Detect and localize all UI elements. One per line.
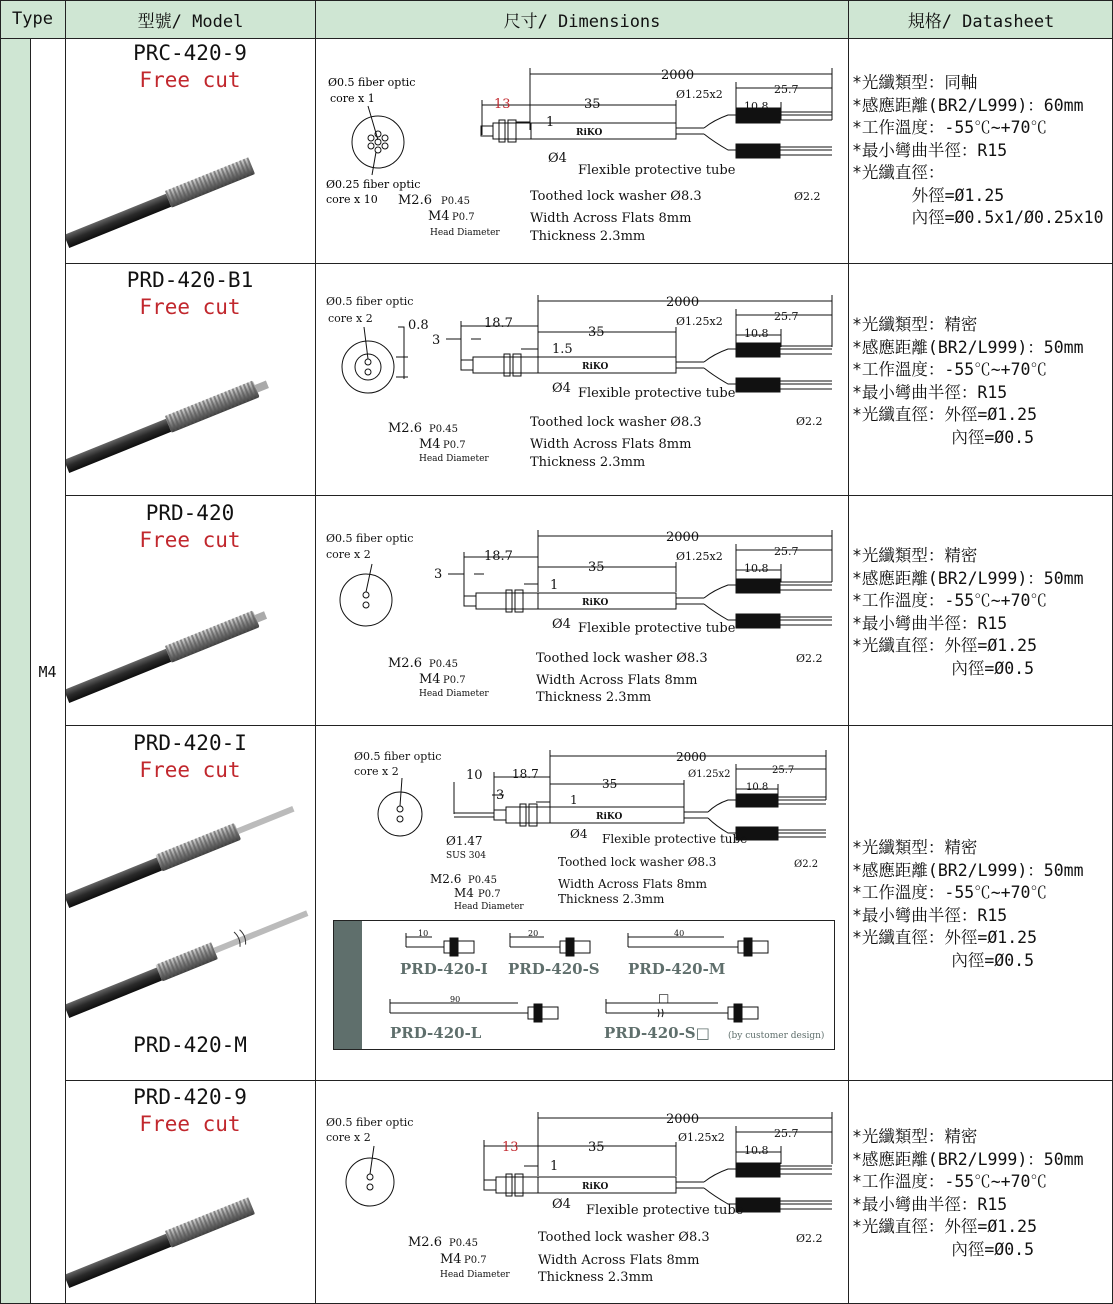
dim-label: Ø1.47 [446,834,483,848]
dim-label: Ø4 [552,1197,571,1212]
dim-label: M2.6 [398,193,432,208]
dim-label: core x 1 [330,92,375,105]
variants-drawing [362,921,832,1049]
dim-label: Ø1.25x2 [676,88,723,101]
dim-label: Ø0.5 fiber optic [326,295,414,308]
variants-box [333,920,835,1050]
dim-label: 35 [588,1140,605,1155]
dim-label: 1.5 [552,342,573,357]
dim-label: 10.8 [744,562,769,575]
dim-label: P0.45 [429,424,458,435]
dim-label: Toothed lock washer Ø8.3 [530,189,702,204]
dim-label: Ø1.25x2 [678,1131,725,1144]
dim-label: 35 [602,777,618,791]
dim-label: Toothed lock washer Ø8.3 [538,1230,710,1245]
dim-label: Thickness 2.3mm [538,1270,654,1285]
dim-label: 25.7 [774,1127,799,1140]
spec-cell-2: *光纖類型：精密 *感應距離(BR2/L999)：50mm *工作溫度：-55℃~+70℃ *最小彎曲半徑：R15 *光纖直徑：外徑=Ø1.25 內徑=Ø0.5 [852,315,1084,447]
variant-label: PRD-420-L [390,1024,482,1042]
free-cut-label: Free cut [139,68,241,92]
header-datasheet [849,0,1113,39]
dim-label: Width Across Flats 8mm [536,673,698,688]
dimension-drawing-4 [316,742,848,912]
dim-label: M4 [440,1252,462,1267]
dim-label: 18.7 [512,767,539,781]
free-cut-label: Free cut [139,295,241,319]
model-name: PRD-420-B1 [126,268,254,292]
variant-label: PRD-420-S□ [604,1024,710,1042]
dim-label: 2000 [676,750,707,764]
model-cell-1 [66,40,314,94]
dim-label: M2.6 [388,421,422,436]
dim-label: 25.7 [774,545,799,558]
dim-label: Ø1.25x2 [676,550,723,563]
dim-label: Ø0.5 fiber optic [328,76,416,89]
dim-label: 1 [546,115,555,130]
dim-label: P0.45 [429,659,458,670]
sensor-photo-4a [66,790,314,910]
dim-label: 10.8 [744,100,769,113]
brand-logo: RiKO [576,128,603,138]
dim-label: P0.7 [452,212,475,223]
dim-label: Ø2.2 [796,652,823,665]
brand-logo: RiKO [582,1182,609,1192]
dim-label: 1 [570,793,578,807]
sensor-photo-3 [66,575,314,715]
model-name: PRD-420-9 [133,1085,247,1109]
dim-label: Flexible protective tube [578,163,736,178]
dim-label: Ø0.25 fiber optic [326,178,421,191]
dim-label: Head Diameter [419,689,489,699]
dim-label: 35 [588,325,605,340]
spec-cell-4: *光纖類型：精密 *感應距離(BR2/L999)：50mm *工作溫度：-55℃~+70℃ *最小彎曲半徑：R15 *光纖直徑：外徑=Ø1.25 內徑=Ø0.5 [852,838,1084,970]
dim-label: 10.8 [744,327,769,340]
dim-label: 25.7 [772,765,795,776]
dim-label: Thickness 2.3mm [536,690,652,705]
sensor-photo-4b [66,900,314,1020]
dim-label: Ø1.25x2 [676,315,723,328]
dim-label: Head Diameter [419,454,489,464]
header-dimensions [316,0,848,39]
variant-label: PRD-420-I [400,960,488,978]
dim-label: 10.8 [746,782,769,793]
dim-label: core x 10 [326,193,378,206]
type-value: M4 [38,663,57,681]
dim-label: Ø0.5 fiber optic [326,532,414,545]
dim-label: M4 [419,672,441,687]
sensor-photo-1 [66,120,314,260]
dim-label: 25.7 [774,83,799,96]
variant-label: PRD-420-S [508,960,600,978]
dim-label: 18.7 [484,316,513,331]
dimension-drawing-2 [316,287,848,487]
variant-length: □ [658,991,670,1005]
dim-label: core x 2 [326,1131,371,1144]
dim-label: Flexible protective tube [578,386,736,401]
spec-cell-5: *光纖類型：精密 *感應距離(BR2/L999)：50mm *工作溫度：-55℃~+70℃ *最小彎曲半徑：R15 *光纖直徑：外徑=Ø1.25 內徑=Ø0.5 [852,1127,1084,1259]
model-name: PRD-420 [145,501,235,525]
dim-label-red: 13 [494,97,511,112]
dim-label: 3 [496,788,505,803]
dim-label: M2.6 [388,656,422,671]
dim-label: 35 [588,560,605,575]
dim-label: 3 [434,567,443,582]
dim-label: M2.6 [408,1235,442,1250]
brand-logo: RiKO [596,812,623,822]
dim-label: 10.8 [744,1144,769,1157]
variant-length: 40 [674,929,685,938]
free-cut-label: Free cut [139,1112,241,1136]
type-column-bg [0,38,30,1304]
variants-box-bar [334,921,362,1049]
variant-length: 20 [528,929,539,938]
spec-cell-3: *光纖類型：精密 *感應距離(BR2/L999)：50mm *工作溫度：-55℃~+70℃ *最小彎曲半徑：R15 *光纖直徑：外徑=Ø1.25 內徑=Ø0.5 [852,546,1084,678]
dim-label: Ø2.2 [794,190,821,203]
dimension-drawing-1 [316,60,848,260]
model-name: PRD-420-I [133,731,247,755]
dim-label: M4 [454,886,474,900]
dim-label: Ø1.25x2 [688,769,731,780]
dim-label: Flexible protective tube [602,832,748,846]
dim-label: P0.7 [443,675,466,686]
dim-label: P0.7 [464,1255,487,1266]
dim-label: Toothed lock washer Ø8.3 [530,415,702,430]
dim-label: Width Across Flats 8mm [530,437,692,452]
header-model [66,0,315,39]
header-datasheet-label: 規格/ Datasheet [907,11,1055,32]
dim-label: M4 [428,209,450,224]
dim-label: 2000 [661,68,695,83]
dim-label: P0.7 [478,889,501,900]
dim-label: core x 2 [328,312,373,325]
dim-label: SUS 304 [446,851,486,861]
variant-length: 90 [450,995,461,1004]
dim-label: Width Across Flats 8mm [558,877,707,891]
dim-label: 2000 [666,530,700,545]
dim-label: Ø4 [570,827,588,841]
dim-label: Flexible protective tube [578,621,736,636]
dim-label: M2.6 [430,872,462,886]
variant-length: 10 [418,929,429,938]
dim-label: P0.45 [468,875,497,886]
model-cell-4 [66,730,314,784]
model-cell-3 [66,500,314,554]
dim-label: Toothed lock washer Ø8.3 [536,651,708,666]
dim-label: Thickness 2.3mm [530,229,646,244]
dim-label: Ø4 [548,151,567,166]
dim-label: Ø2.2 [794,859,819,870]
dim-label: 2000 [666,1112,700,1127]
dim-label: Ø4 [552,617,571,632]
dim-label: 2000 [666,295,700,310]
dim-label: P0.45 [441,196,470,207]
dim-label: 1 [550,1159,559,1174]
header-dimensions-label: 尺寸/ Dimensions [503,11,661,32]
dimension-drawing-3 [316,522,848,722]
free-cut-label: Free cut [139,528,241,552]
dim-label: 3 [432,333,441,348]
header-type [0,0,65,39]
sensor-photo-5 [66,1160,314,1300]
by-customer-label: (by customer design) [728,1031,825,1041]
model-cell-2 [66,267,314,321]
model-cell-4-bottom [66,1032,314,1058]
dim-label: Ø2.2 [796,1232,823,1245]
dim-label-red: 13 [502,1140,519,1155]
dim-label: 1 [550,578,559,593]
dim-label: Width Across Flats 8mm [530,211,692,226]
dim-label: Ø0.5 fiber optic [354,750,442,763]
dimension-drawing-5 [316,1104,848,1299]
dim-label: core x 2 [326,548,371,561]
dim-label: P0.7 [443,440,466,451]
dim-label: Toothed lock washer Ø8.3 [558,855,717,869]
dim-label: 25.7 [774,310,799,323]
dim-label: Flexible protective tube [586,1203,744,1218]
brand-logo: RiKO [582,598,609,608]
model-name: PRC-420-9 [133,41,247,65]
dim-label: Head Diameter [440,1270,510,1280]
dim-label: Head Diameter [430,228,500,238]
dim-label: Head Diameter [454,902,524,912]
model-cell-5 [66,1084,314,1138]
dim-label: P0.45 [449,1238,478,1249]
dim-label: Thickness 2.3mm [558,892,665,906]
sensor-photo-2 [66,345,314,485]
dim-label: core x 2 [354,765,399,778]
dim-label: Ø2.2 [796,415,823,428]
dim-label: 18.7 [484,549,513,564]
dim-label: M4 [419,437,441,452]
dim-label: 10 [466,768,483,783]
model-name-bottom: PRD-420-M [133,1033,247,1057]
free-cut-label: Free cut [139,758,241,782]
brand-logo: RiKO [582,362,609,372]
variant-label: PRD-420-M [628,960,726,978]
dim-label: 0.8 [408,318,429,333]
dim-label: Width Across Flats 8mm [538,1253,700,1268]
dim-label: Thickness 2.3mm [530,455,646,470]
dim-label: 35 [584,97,601,112]
header-type-label: Type [12,9,53,29]
dim-label: Ø4 [552,381,571,396]
dim-label: Ø0.5 fiber optic [326,1116,414,1129]
header-model-label: 型號/ Model [137,11,244,32]
spec-cell-1: *光纖類型：同軸 *感應距離(BR2/L999)：60mm *工作溫度：-55℃~+70℃ *最小彎曲半徑：R15 *光纖直徑： 外徑=Ø1.25 內徑=Ø0.5x1/Ø0.25x10 [852,73,1104,227]
